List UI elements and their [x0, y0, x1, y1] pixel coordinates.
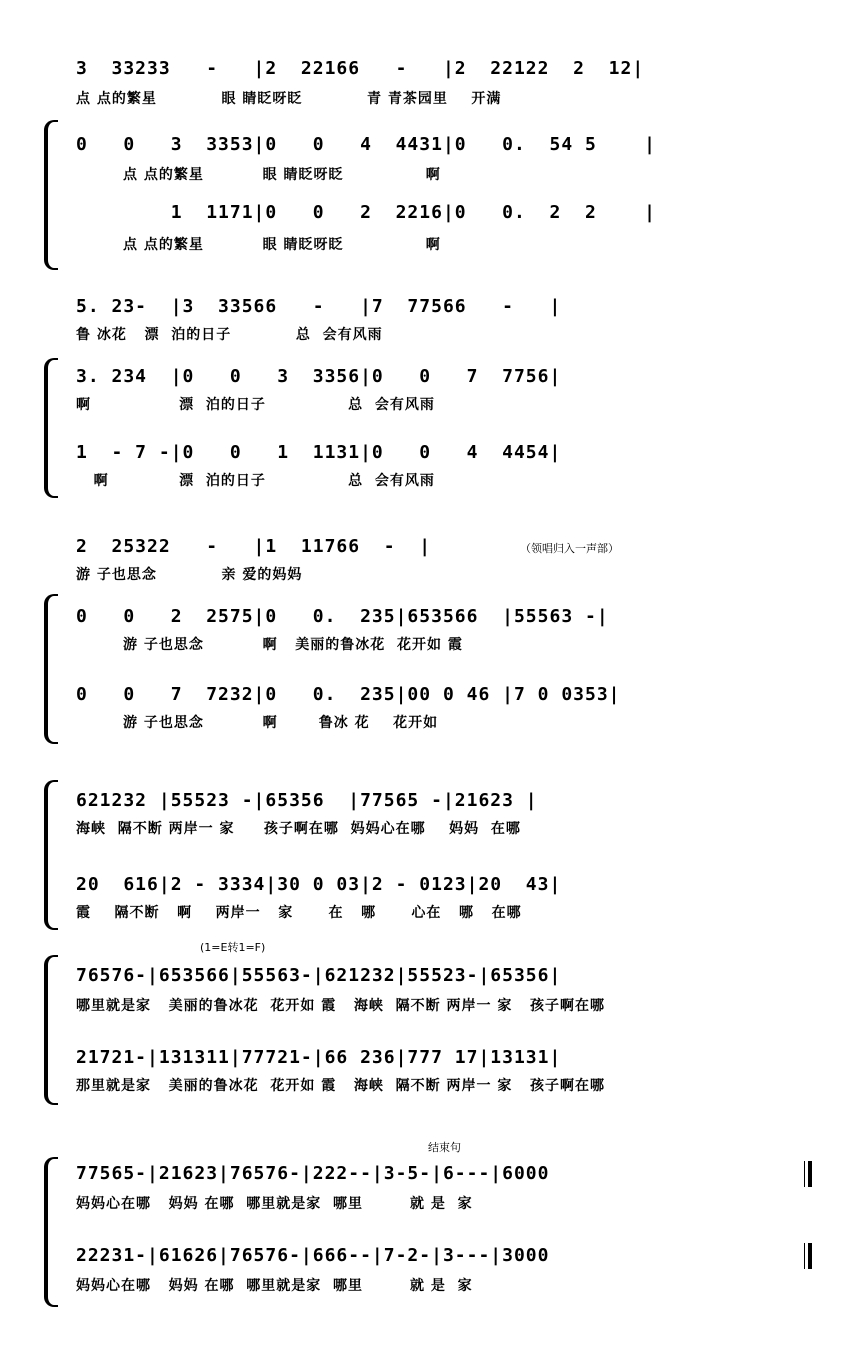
voice-1-line: 621232 |55523 -|65356 |77565 -|21623 | — [76, 790, 538, 811]
system-6 — [0, 1135, 858, 1305]
system-3 — [0, 528, 858, 748]
final-barline — [804, 1243, 812, 1269]
melody-line: 2 25322 - |1 11766 - | — [76, 536, 432, 557]
voice-1-line: 76576-|653566|55563-|621232|55523-|65356| — [76, 965, 562, 986]
lyric-line: 游 子也思念 啊 鲁冰 花 花开如 — [76, 715, 439, 731]
system-5 — [0, 935, 858, 1105]
lyric-line: 啊 漂 泊的日子 总 会有风雨 — [76, 473, 435, 489]
voice-3-line: 1 1171|0 0 2 2216|0 0. 2 2 | — [76, 202, 657, 223]
staff-brace — [44, 780, 58, 930]
voice-2-line: 0 0 2 2575|0 0. 235|653566 |55563 -| — [76, 606, 609, 627]
staff-brace — [44, 1157, 58, 1307]
lyric-line: 游 子也思念 亲 爱的妈妈 — [76, 567, 303, 583]
voice-2-line: 20 616|2 - 3334|30 0 03|2 - 0123|20 43| — [76, 874, 562, 895]
voice-3-line: 0 0 7 7232|0 0. 235|00 0 46 |7 0 0353| — [76, 684, 621, 705]
voice-2-line: 3. 234 |0 0 3 3356|0 0 7 7756| — [76, 366, 562, 387]
voice-2-line: 21721-|131311|77721-|66 236|777 17|13131| — [76, 1047, 562, 1068]
key-change-annotation: (1=E转1=F) — [200, 941, 266, 954]
lyric-line: 妈妈心在哪 妈妈 在哪 哪里就是家 哪里 就 是 家 — [76, 1196, 473, 1212]
lyric-line: 霞 隔不断 啊 两岸一 家 在 哪 心在 哪 在哪 — [76, 905, 522, 921]
lyric-line: 点 点的繁星 眼 睛眨呀眨 啊 — [76, 237, 441, 253]
ending-annotation: 结束句 — [428, 1141, 461, 1154]
annotation-text: （领唱归入一声部） — [520, 542, 619, 555]
voice-2-line: 0 0 3 3353|0 0 4 4431|0 0. 54 5 | — [76, 134, 657, 155]
staff-brace — [44, 120, 58, 270]
voice-1-line: 77565-|21623|76576-|222--|3-5-|6---|6000 — [76, 1163, 550, 1184]
system-4 — [0, 780, 858, 930]
staff-brace — [44, 955, 58, 1105]
voice-3-line: 1 - 7 -|0 0 1 1131|0 0 4 4454| — [76, 442, 562, 463]
lyric-line: 啊 漂 泊的日子 总 会有风雨 — [76, 397, 435, 413]
voice-2-line: 22231-|61626|76576-|666--|7-2-|3---|3000 — [76, 1245, 550, 1266]
staff-brace — [44, 594, 58, 744]
final-barline — [804, 1161, 812, 1187]
lyric-line: 哪里就是家 美丽的鲁冰花 花开如 霞 海峡 隔不断 两岸一 家 孩子啊在哪 — [76, 998, 605, 1014]
lyric-line: 那里就是家 美丽的鲁冰花 花开如 霞 海峡 隔不断 两岸一 家 孩子啊在哪 — [76, 1078, 605, 1094]
lyric-line: 点 点的繁星 眼 睛眨呀眨 啊 — [76, 167, 441, 183]
lyric-line: 海峡 隔不断 两岸一 家 孩子啊在哪 妈妈心在哪 妈妈 在哪 — [76, 821, 521, 837]
melody-line: 3 33233 - |2 22166 - |2 22122 2 12| — [76, 58, 645, 79]
system-1 — [0, 50, 858, 270]
lyric-line: 鲁 冰花 漂 泊的日子 总 会有风雨 — [76, 327, 383, 343]
lyric-line: 妈妈心在哪 妈妈 在哪 哪里就是家 哪里 就 是 家 — [76, 1278, 473, 1294]
system-2 — [0, 290, 858, 500]
staff-brace — [44, 358, 58, 498]
lyric-line: 游 子也思念 啊 美丽的鲁冰花 花开如 霞 — [76, 637, 463, 653]
lyric-line: 点 点的繁星 眼 睛眨呀眨 青 青茶园里 开满 — [76, 91, 502, 107]
melody-line: 5. 23- |3 33566 - |7 77566 - | — [76, 296, 562, 317]
